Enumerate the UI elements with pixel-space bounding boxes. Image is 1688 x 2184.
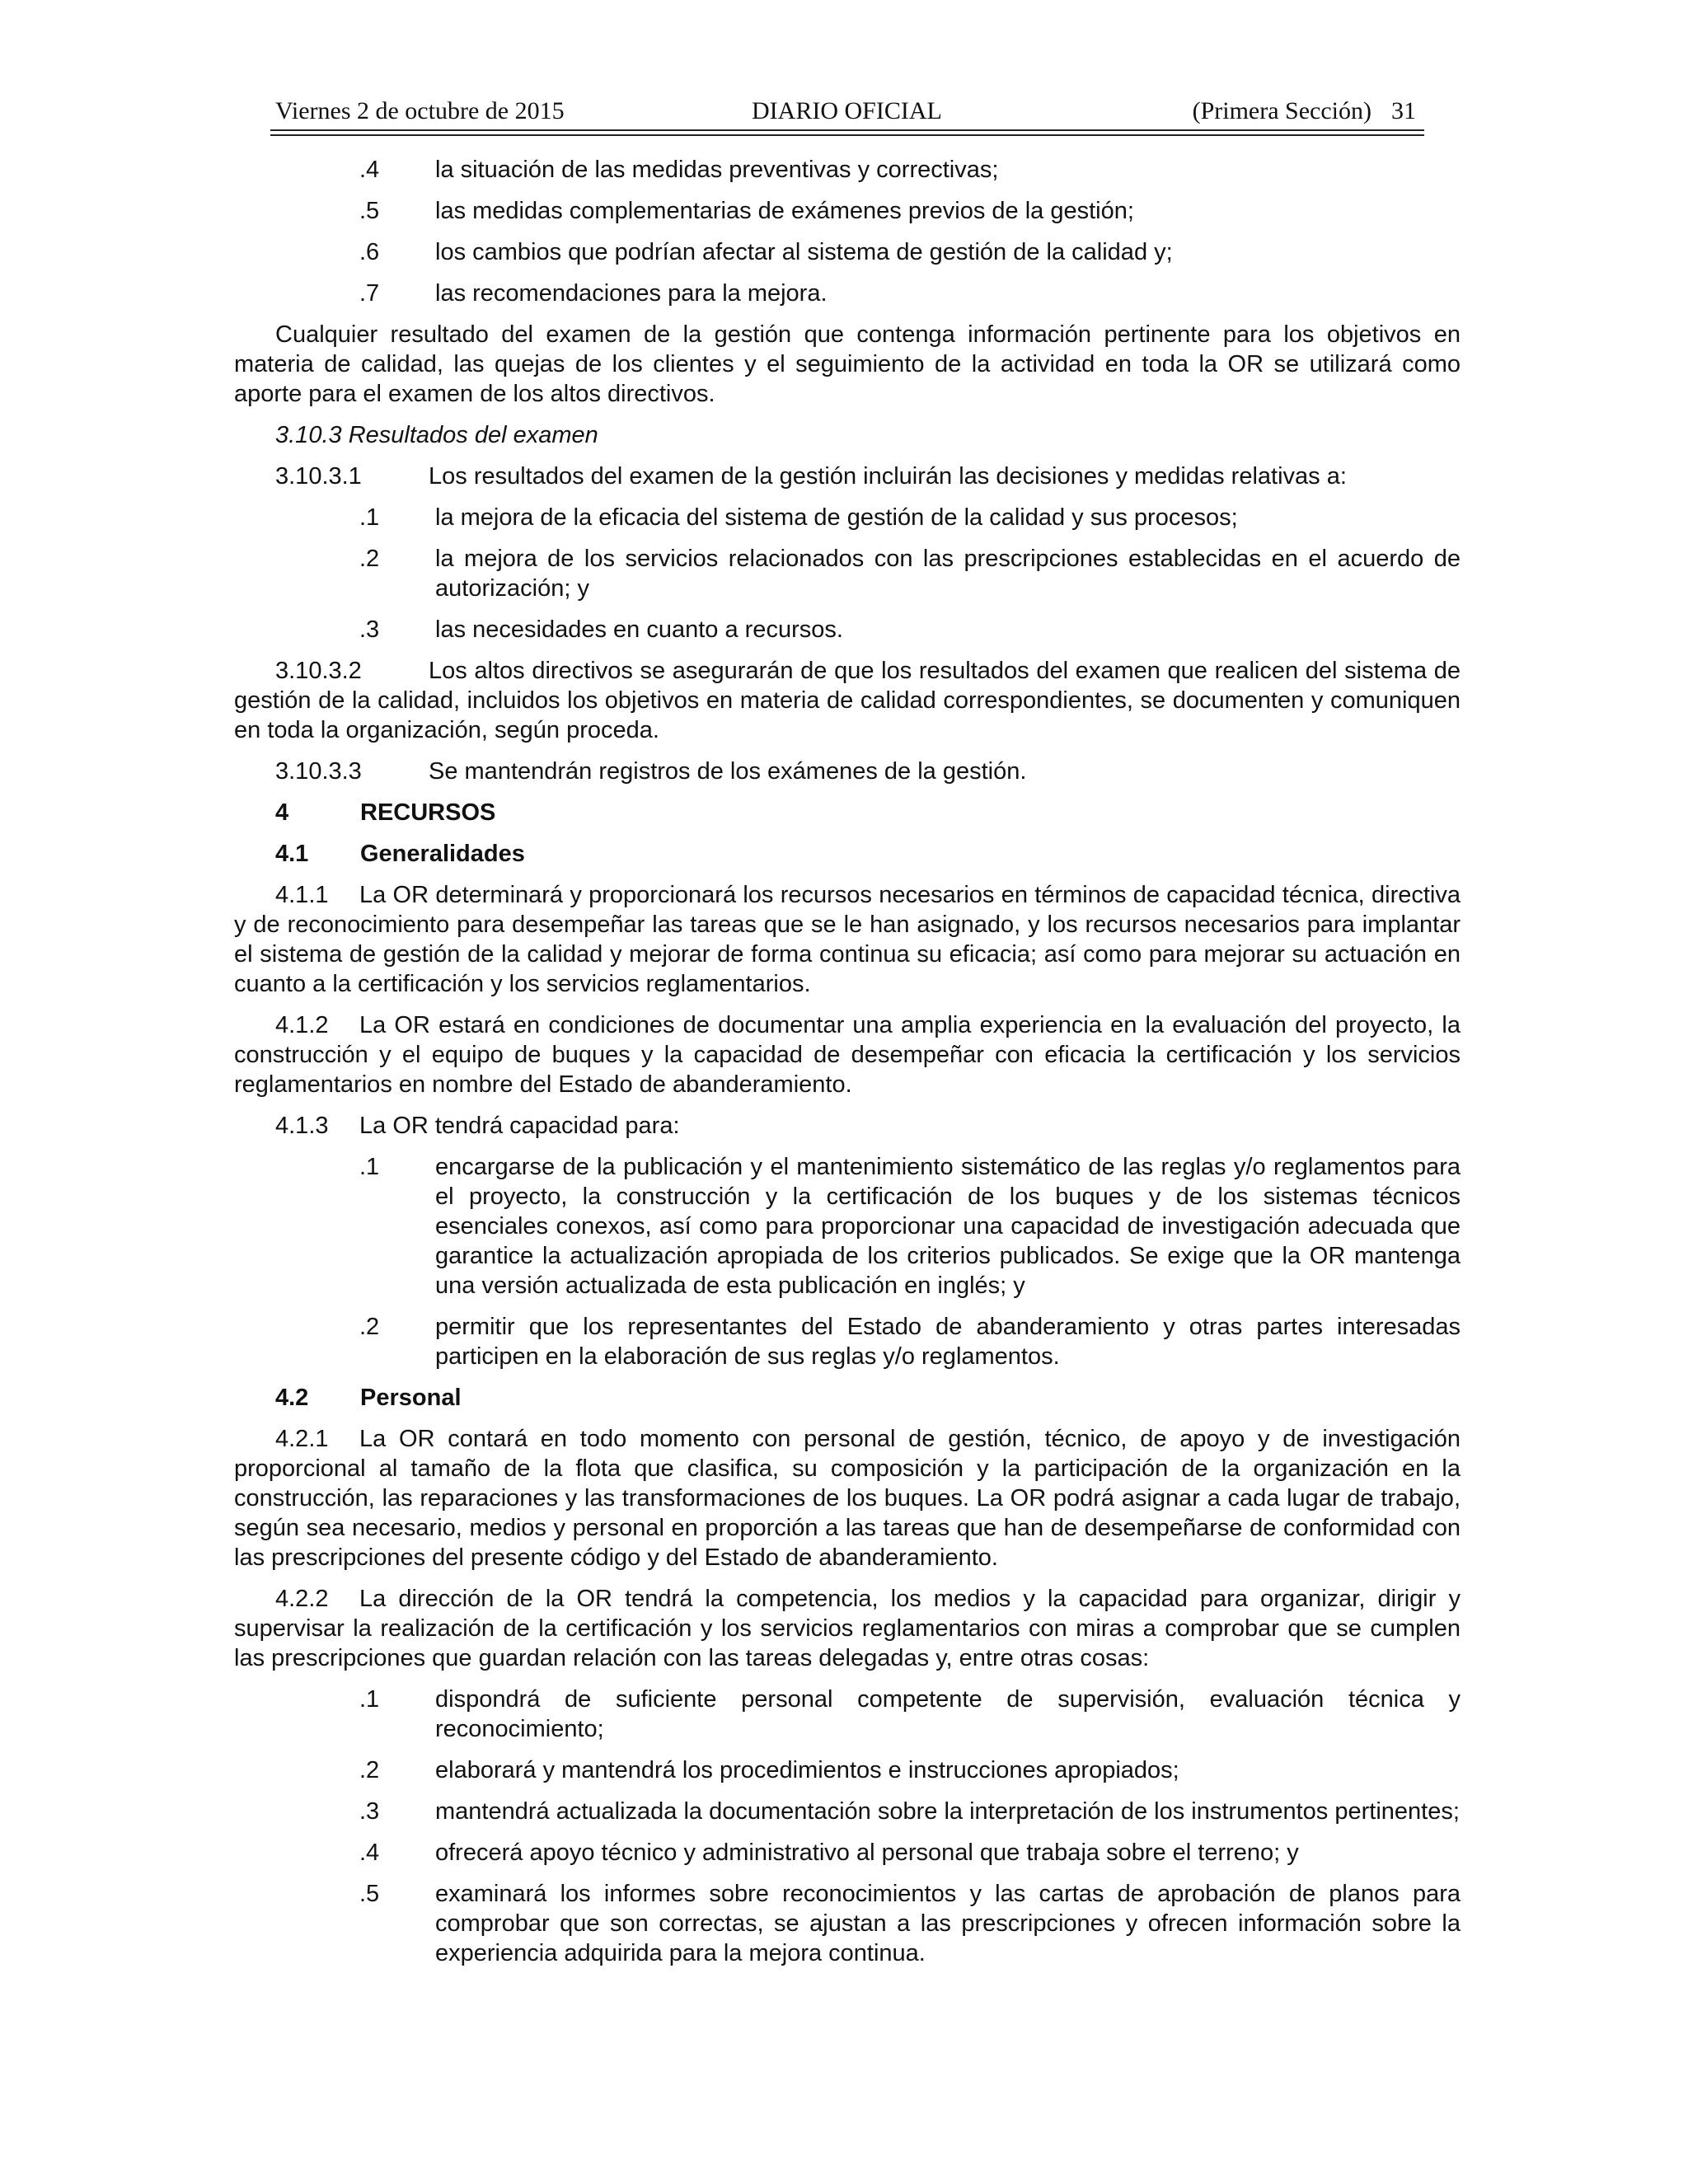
section-number: 4.1 (275, 841, 309, 867)
clause-text: La OR determinará y proporcionará los recursos necesarios en términos de capacidad técnica, directiva y de reconocimiento para desempeñar las tareas que se le han asignado, y los recursos necesarios para implantar el sistema de gestión de la calidad y mejorar de forma continua su eficacia; así como para mejorar su actuación en cuanto a la certificación y los servicios reglamentarios. (234, 882, 1461, 997)
paragraph: Cualquier resultado del examen de la gestión que contenga información pertinente para los objetivos en materia de calidad, las quejas de los clientes y el seguimiento de la actividad en toda la OR se utilizará como aporte para el examen de los altos directivos. (234, 321, 1461, 407)
list-item-number: .2 (359, 1757, 380, 1783)
clause (234, 1584, 1461, 1673)
list-item-text: las medidas complementarias de exámenes previos de la gestión; (435, 198, 1134, 224)
clause (234, 757, 1461, 786)
clause-number: 4.1.1 (275, 882, 329, 908)
list-item (234, 615, 1461, 644)
section-heading (275, 1383, 1461, 1413)
header-date: Viernes 2 de octubre de 2015 (275, 97, 565, 124)
document-body (234, 155, 1461, 1980)
clause (234, 1111, 1461, 1141)
list-item-number: .2 (359, 1314, 380, 1340)
list-item (234, 1879, 1461, 1968)
clause (234, 1424, 1461, 1572)
list-item (234, 196, 1461, 226)
list-item (234, 237, 1461, 267)
list-item-text: dispondrá de suficiente personal competente de supervisión, evaluación técnica y reconocimiento; (435, 1686, 1461, 1742)
list-item-text: la situación de las medidas preventivas y correctivas; (435, 157, 999, 183)
list-item-number: .5 (359, 198, 380, 224)
list-item-number: .5 (359, 1881, 380, 1907)
list-item (234, 279, 1461, 308)
header-section-page (1193, 92, 1416, 130)
header-page-number: 31 (1391, 97, 1416, 124)
clause-number: 4.1.2 (275, 1012, 329, 1038)
section-heading (275, 798, 1461, 827)
clause-number: 4.2.2 (275, 1586, 329, 1612)
list-item-number: .1 (359, 1154, 380, 1180)
list-item (234, 1312, 1461, 1371)
clause-number: 3.10.3.3 (275, 758, 362, 785)
section-title: RECURSOS (360, 799, 496, 826)
clause-text: Los altos directivos se asegurarán de que los resultados del examen que realicen del sistema de gestión de la calidad, incluidos los objetivos en materia de calidad correspondientes, se documenten y comuniquen en toda la organización, según proceda. (234, 658, 1461, 743)
list-item (234, 155, 1461, 185)
clause-text: La OR tendrá capacidad para: (359, 1113, 680, 1139)
clause-number: 3.10.3.1 (275, 463, 362, 490)
header-publication: DIARIO OFICIAL (752, 97, 942, 124)
clause-text: La OR contará en todo momento con personal de gestión, técnico, de apoyo y de investigación proporcional al tamaño de la flota que clasifica, su composición y la participación de la organización en la construcción, las reparaciones y las transformaciones de los buques. La OR podrá asignar a cada lugar de trabajo, según sea necesario, medios y personal en proporción a las tareas que han de desempeñarse de conformidad con las prescripciones del presente código y del Estado de abanderamiento. (234, 1426, 1461, 1571)
clause (234, 462, 1461, 491)
header-rule-top (270, 129, 1424, 131)
section-title: Personal (360, 1385, 462, 1411)
list-item (234, 503, 1461, 532)
list-item-number: .7 (359, 280, 380, 307)
list-item-text: elaborará y mantendrá los procedimientos e instrucciones apropiados; (435, 1757, 1179, 1783)
list-item (234, 1838, 1461, 1868)
clause (234, 1010, 1461, 1099)
section-title: Resultados del examen (348, 422, 598, 448)
list-item (234, 544, 1461, 603)
list-item-number: .4 (359, 157, 380, 183)
clause-number: 3.10.3.2 (275, 658, 362, 684)
list-item (234, 1797, 1461, 1826)
clause-text: La OR estará en condiciones de documentar una amplia experiencia en la evaluación del proyecto, la construcción y el equipo de buques y la capacidad de desempeñar con eficacia la certificación y los servicios reglamentarios en nombre del Estado de abanderamiento. (234, 1012, 1461, 1098)
list-item-text: examinará los informes sobre reconocimientos y las cartas de aprobación de planos para comprobar que son correctas, se ajustan a las prescripciones y ofrecen información sobre la experiencia adquirida para la mejora continua. (435, 1881, 1461, 1966)
list-item-number: .6 (359, 239, 380, 265)
list-item (234, 1685, 1461, 1744)
list-item-text: permitir que los representantes del Estado de abanderamiento y otras partes interesadas participen en la elaboración de sus reglas y/o reglamentos. (435, 1314, 1461, 1370)
list-item-number: .3 (359, 616, 380, 643)
section-number: 4 (275, 799, 289, 826)
section-heading (275, 839, 1461, 869)
list-item-number: .2 (359, 546, 380, 572)
section-heading (275, 420, 1461, 450)
list-item-text: los cambios que podrían afectar al sistema de gestión de la calidad y; (435, 239, 1173, 265)
clause-number: 4.1.3 (275, 1113, 329, 1139)
header-rule-bottom (270, 134, 1424, 136)
list-item-text: las recomendaciones para la mejora. (435, 280, 828, 307)
list-item-number: .1 (359, 504, 380, 531)
list-item-text: la mejora de la eficacia del sistema de gestión de la calidad y sus procesos; (435, 504, 1238, 531)
clause-text: Los resultados del examen de la gestión incluirán las decisiones y medidas relativas a: (429, 463, 1347, 490)
list-item-number: .4 (359, 1840, 380, 1866)
clause-text: Se mantendrán registros de los exámenes de la gestión. (429, 758, 1027, 785)
section-title: Generalidades (360, 841, 525, 867)
section-number: 4.2 (275, 1385, 309, 1411)
clause (234, 880, 1461, 999)
list-item (234, 1755, 1461, 1785)
list-item-text: mantendrá actualizada la documentación sobre la interpretación de los instrumentos pertinentes; (435, 1798, 1460, 1825)
clause-number: 4.2.1 (275, 1426, 329, 1452)
list-item-number: .3 (359, 1798, 380, 1825)
list-item-number: .1 (359, 1686, 380, 1713)
header-section: (Primera Sección) (1192, 97, 1372, 124)
list-item-text: las necesidades en cuanto a recursos. (435, 616, 843, 643)
list-item (234, 1152, 1461, 1301)
list-item-text: la mejora de los servicios relacionados con las prescripciones establecidas en el acuerdo de autorización; y (435, 546, 1461, 602)
clause-text: La dirección de la OR tendrá la competencia, los medios y la capacidad para organizar, dirigir y supervisar la realización de la certificación y los servicios reglamentarios con miras a comprobar que se cumplen las prescripciones que guardan relación con las tareas delegadas y, entre otras cosas: (234, 1586, 1461, 1671)
list-item-text: ofrecerá apoyo técnico y administrativo al personal que trabaja sobre el terreno; y (435, 1840, 1299, 1866)
list-item-text: encargarse de la publicación y el mantenimiento sistemático de las reglas y/o reglamentos para el proyecto, la construcción y la certificación de los buques y de los sistemas técnicos esenciales conexos, así como para proporcionar una capacidad de investigación adecuada que garantice la actualización apropiada de los criterios publicados. Se exige que la OR mantenga una versión actualizada de esta publicación en inglés; y (435, 1154, 1461, 1299)
clause (234, 656, 1461, 745)
section-number: 3.10.3 (275, 422, 342, 448)
page-header (270, 92, 1424, 130)
